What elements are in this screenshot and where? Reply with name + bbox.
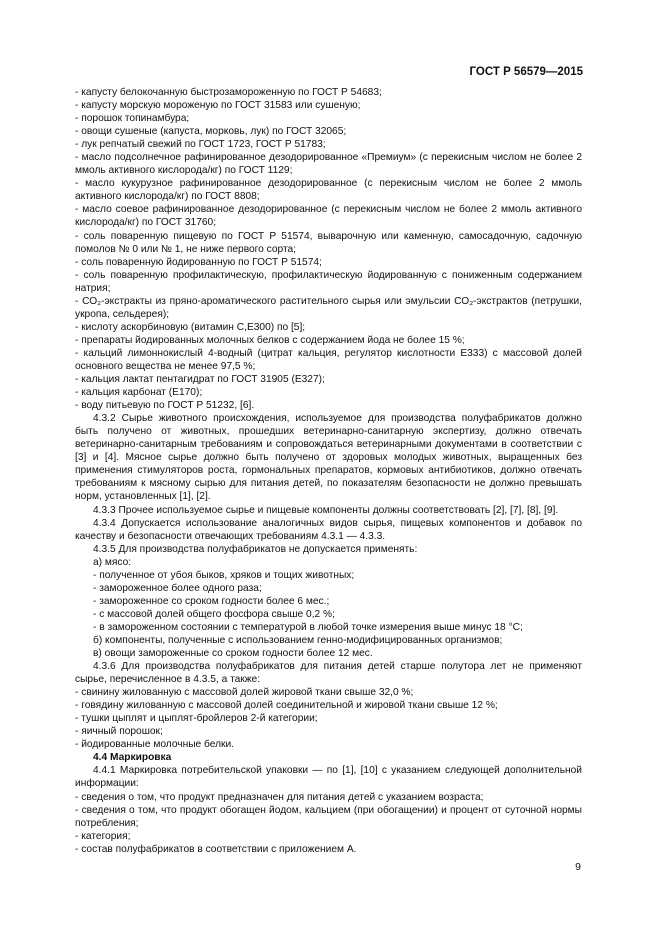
list-item: - капусту белокочанную быстрозамороженную по ГОСТ Р 54683; (75, 87, 382, 98)
standard-header: ГОСТ Р 56579—2015 (469, 66, 583, 78)
list-item: - масло подсолнечное рафинированное дезодорированное «Премиум» (с перекисным числом не более 2 ммоль активного кислорода/кг) по ГОСТ 1129; (75, 152, 582, 177)
list-item: - кальция карбонат (Е170); (75, 387, 203, 399)
list-item: - кислоту аскорбиновую (витамин С,Е300) по [5]; (75, 321, 306, 333)
paragraph: б) компоненты, полученные с использованием генно-модифицированных организмов; (93, 634, 503, 646)
list-item: - порошок топинамбура; (75, 113, 190, 125)
list-item: - соль поваренную пищевую по ГОСТ Р 51574, выварочную или каменную, самосадочную, садочную помолов № 0 или № 1, не ниже первого сорта; (75, 230, 582, 255)
list-item: - категория; (75, 830, 131, 842)
paragraph: 4.3.5 Для производства полуфабрикатов не допускается применять: (93, 543, 418, 555)
list-item: - масло кукурузное рафинированное дезодорированное (с перекисным числом не более 2 ммоль активного кислорода/кг) по ГОСТ 8808; (75, 178, 582, 203)
list-item: - свинину жилованную с массовой долей жировой ткани свыше 32,0 %; (75, 687, 414, 699)
paragraph: 4.3.6 Для производства полуфабрикатов для питания детей старше полутора лет не применяют сырье, перечисленное в 4.3.5, а также: (75, 661, 582, 686)
list-item: - йодированные молочные белки. (75, 739, 235, 751)
paragraph: - полученное от убоя быков, хряков и тощих животных; (93, 569, 355, 581)
page-number: 9 (575, 861, 581, 873)
list-item: - соль поваренную йодированную по ГОСТ Р 51574; (75, 256, 322, 268)
paragraph: 4.3.3 Прочее используемое сырье и пищевые компоненты должны соответствовать [2], [7], [8], [9]. (93, 504, 559, 516)
paragraph: 4.4.1 Маркировка потребительской упаковки — по [1], [10] с указанием следующей дополнительной информации: (75, 765, 582, 790)
list-item: - говядину жилованную с массовой долей соединительной и жировой ткани свыше 12 %; (75, 700, 498, 712)
list-item: - кальций лимоннокислый 4-водный (цитрат кальция, регулятор кислотности Е333) с массовой долей основного вещества не менее 97,5 %; (75, 347, 582, 372)
paragraph: - замороженное более одного раза; (93, 582, 262, 594)
list-item: - препараты йодированных молочных белков с содержанием йода не более 15 %; (75, 334, 465, 346)
list-item: - тушки цыплят и цыплят-бройлеров 2-й категории; (75, 713, 318, 725)
paragraph: 4.3.2 Сырье животного происхождения, используемое для производства полуфабрикатов должно быть получено от животных, прошедших ветеринарно-санитарную экспертизу, должно отвечать ветеринарно-санитарным требованиям и сопровождаться ветеринарными документами в соответствии с [3] и [4]. Мясное сырье должно быть получено от здоровых молодых животных, выращенных без применения стимуляторов роста, гормональных препаратов, кормовых антибиотиков, должно отвечать требованиям к мясному сырью для питания детей, по показателям безопасности не должно превышать норм, установленных [1], [2]. (75, 413, 582, 503)
list-item: - овощи сушеные (капуста, морковь, лук) по ГОСТ 32065; (75, 126, 347, 138)
list-item: - состав полуфабрикатов в соответствии с приложением А. (75, 843, 357, 855)
list-item: - соль поваренную профилактическую, профилактическую йодированную с пониженным содержанием натрия; (75, 269, 582, 294)
document-body (75, 86, 582, 856)
paragraph: - с массовой долей общего фосфора свыше 0,2 %; (93, 608, 335, 620)
section-heading: 4.4 Маркировка (93, 752, 172, 764)
list-item: - лук репчатый свежий по ГОСТ 1723, ГОСТ Р 51783; (75, 139, 326, 151)
list-item: - сведения о том, что продукт обогащен йодом, кальцием (при обогащении) и процент от суточной нормы потребления; (75, 804, 582, 829)
list-item: - воду питьевую по ГОСТ Р 51232, [6]. (75, 400, 255, 412)
paragraph: - в замороженном состоянии с температурой в любой точке измерения выше минус 18 °С; (93, 621, 523, 633)
paragraph: 4.3.4 Допускается использование аналогичных видов сырья, пищевых компонентов и добавок по качеству и безопасности отвечающих требованиям 4.3.1 — 4.3.3. (75, 517, 582, 542)
list-item: - СО₂-экстракты из пряно-ароматического растительного сырья или эмульсии СО₂-экстрактов (петрушки, укропа, сельдерея); (75, 295, 582, 320)
paragraph: в) овощи замороженные со сроком годности более 12 мес. (93, 648, 373, 660)
list-item: - кальция лактат пентагидрат по ГОСТ 31905 (Е327); (75, 374, 325, 386)
list-item: - сведения о том, что продукт предназначен для питания детей с указанием возраста; (75, 791, 484, 803)
paragraph: а) мясо: (93, 556, 132, 568)
list-item: - капусту морскую мороженую по ГОСТ 31583 или сушеную; (75, 100, 361, 112)
list-item: - масло соевое рафинированное дезодорированное (с перекисным числом не более 2 ммоль активного кислорода/кг) по ГОСТ 31760; (75, 204, 582, 229)
paragraph: - замороженное со сроком годности более 6 мес.; (93, 595, 330, 607)
list-item: - яичный порошок; (75, 726, 163, 738)
